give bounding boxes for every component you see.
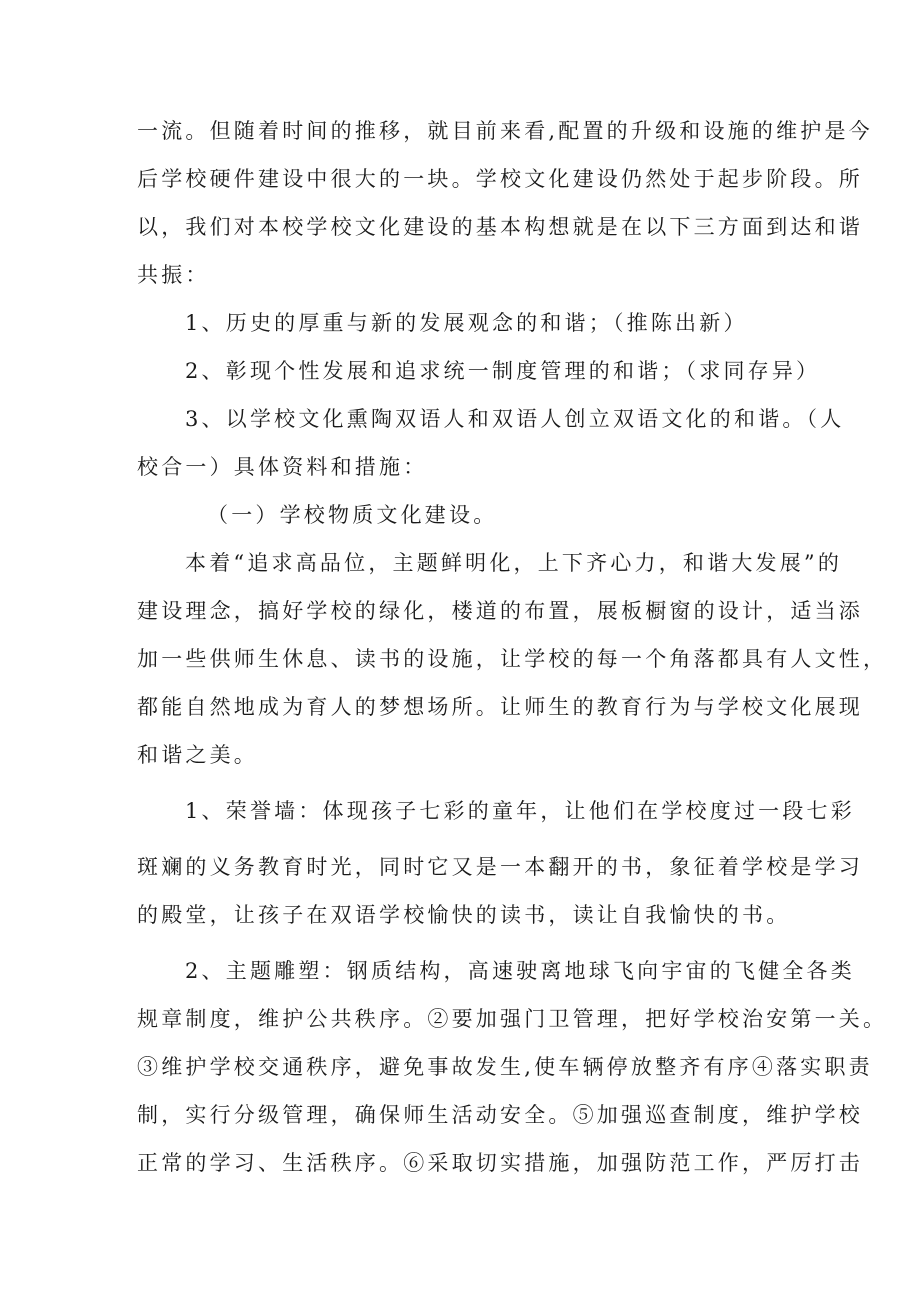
paragraph-line: 的殿堂，让孩子在双语学校愉快的读书，读让自我愉快的书。	[137, 903, 791, 927]
paragraph-line: 校合一）具体资料和措施：	[137, 455, 428, 479]
section-heading: （一）学校物质文化建设。	[207, 503, 498, 527]
paragraph-line: 正常的学习、生活秩序。⑥采取切实措施，加强防范工作，严厉打击	[137, 1151, 863, 1175]
list-item-sculpture: 2、主题雕塑：钢质结构，高速驶离地球飞向宇宙的飞健全各类	[185, 959, 855, 983]
paragraph-line: 斑斓的义务教育时光，同时它又是一本翻开的书，象征着学校是学习	[137, 855, 863, 879]
paragraph-line: 建设理念，搞好学校的绿化，楼道的布置，展板橱窗的设计，适当添	[137, 599, 863, 623]
paragraph-line: 都能自然地成为育人的梦想场所。让师生的教育行为与学校文化展现	[137, 695, 863, 719]
paragraph-line: 和谐之美。	[137, 743, 258, 767]
list-item-honor-wall: 1、荣誉墙：体现孩子七彩的童年，让他们在学校度过一段七彩	[185, 799, 855, 823]
paragraph-line: 本着“追求高品位，主题鲜明化，上下齐心力，和谐大发展”的	[185, 551, 843, 575]
list-item-1: 1、历史的厚重与新的发展观念的和谐；（推陈出新）	[185, 311, 748, 335]
paragraph-line: 后学校硬件建设中很大的一块。学校文化建设仍然处于起步阶段。所	[137, 167, 863, 191]
list-item-3: 3、以学校文化熏陶双语人和双语人创立双语文化的和谐。（人	[185, 407, 845, 431]
paragraph-line: 制，实行分级管理，确保师生活动安全。⑤加强巡查制度，维护学校	[137, 1103, 863, 1127]
paragraph-line: 规章制度，维护公共秩序。②要加强门卫管理，把好学校治安第一关。	[137, 1007, 888, 1031]
paragraph-line: 加一些供师生休息、读书的设施，让学校的每一个角落都具有人文性，	[137, 647, 888, 671]
paragraph-line: 以，我们对本校学校文化建设的基本构想就是在以下三方面到达和谐	[137, 215, 863, 239]
paragraph-line: 一流。但随着时间的推移，就目前来看,配置的升级和设施的维护是今	[137, 119, 873, 143]
paragraph-line: ③维护学校交通秩序，避免事故发生,使车辆停放整齐有序④落实职责	[137, 1055, 873, 1079]
paragraph-line: 共振：	[137, 263, 210, 287]
list-item-2: 2、彰现个性发展和追求统一制度管理的和谐；（求同存异）	[185, 359, 821, 383]
